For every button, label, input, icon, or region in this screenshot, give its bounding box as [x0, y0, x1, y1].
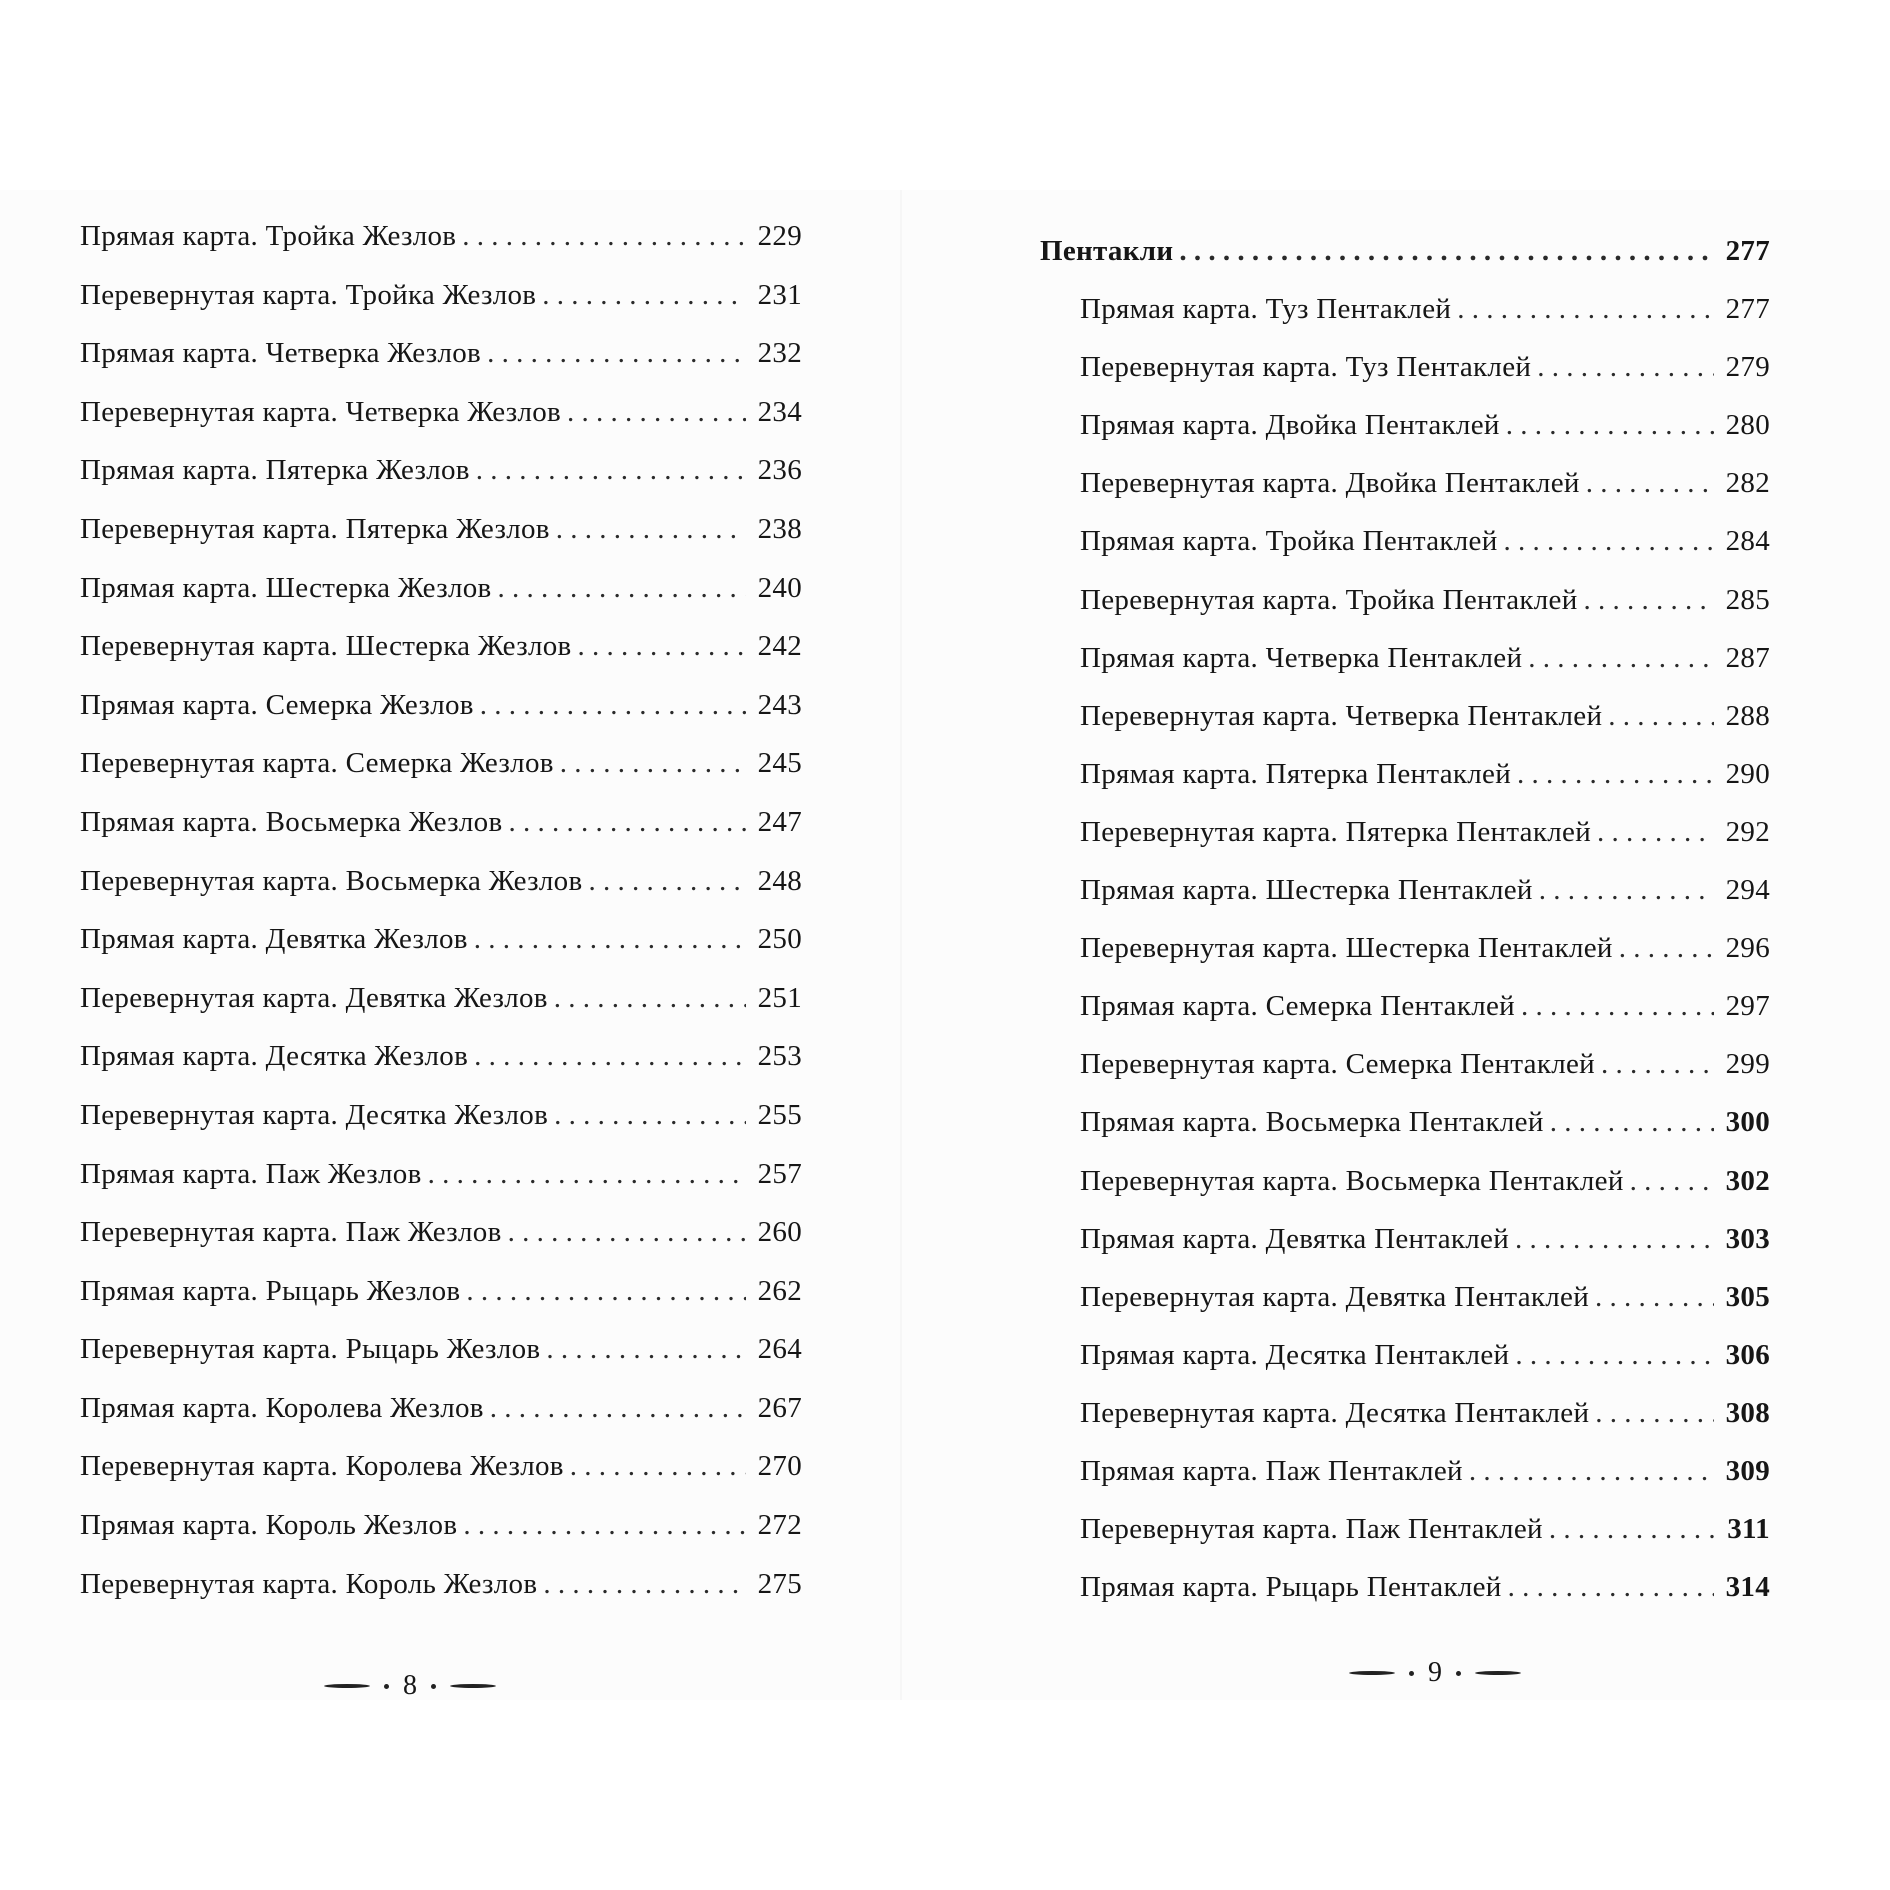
toc-entry-label: Прямая карта. Пятерка Пентаклей [1080, 757, 1512, 790]
toc-entry-page: 311 [1727, 1513, 1770, 1546]
toc-entry-label: Прямая карта. Король Жезлов [80, 1509, 458, 1542]
toc-entry-label: Перевернутая карта. Тройка Пентаклей [1080, 583, 1578, 616]
toc-leader-dots [1549, 1513, 1715, 1546]
toc-entry [1080, 1281, 1770, 1339]
toc-leader-dots [1515, 1223, 1714, 1256]
toc-entry-label: Прямая карта. Семерка Пентаклей [1080, 990, 1515, 1023]
toc-entry [80, 337, 802, 396]
toc-entry [80, 1392, 802, 1451]
toc-leader-dots [1179, 235, 1713, 268]
toc-entry-page: 234 [757, 395, 802, 428]
toc-entry-label: Перевернутая карта. Тройка Жезлов [80, 278, 537, 311]
toc-entry-label: Прямая карта. Десятка Жезлов [80, 1040, 469, 1073]
toc-leader-dots [1601, 1048, 1714, 1081]
toc-leader-dots [546, 1333, 745, 1366]
toc-entry [1080, 1165, 1770, 1223]
toc-entry-label: Перевернутая карта. Десятка Жезлов [80, 1098, 549, 1131]
toc-entry [1080, 874, 1770, 932]
toc-entry-label: Перевернутая карта. Восьмерка Пентаклей [1080, 1164, 1624, 1197]
toc-leader-dots [1595, 1281, 1714, 1314]
toc-entry-page: 240 [757, 571, 802, 604]
toc-entry-page: 270 [757, 1450, 802, 1483]
toc-entry [80, 689, 802, 748]
toc-entry-page: 243 [757, 688, 802, 721]
toc-entry-page: 260 [757, 1216, 802, 1249]
toc-leader-dots [476, 454, 746, 487]
toc-entry [80, 513, 802, 572]
toc-leader-dots [578, 630, 746, 663]
left-toc-list [80, 220, 802, 1626]
right-page-number: 9 [1428, 1657, 1442, 1688]
left-page [0, 190, 945, 1700]
folio-ornament-right [1475, 1671, 1521, 1675]
toc-leader-dots [1619, 932, 1714, 965]
toc-entry-label: Перевернутая карта. Туз Пентаклей [1080, 351, 1532, 384]
toc-entry-page: 309 [1725, 1454, 1770, 1487]
toc-entry-label: Прямая карта. Шестерка Пентаклей [1080, 874, 1533, 907]
toc-entry-page: 267 [757, 1391, 802, 1424]
left-page-folio [300, 1670, 520, 1702]
toc-entry-label: Прямая карта. Туз Пентаклей [1080, 293, 1452, 326]
toc-entry-label: Прямая карта. Четверка Жезлов [80, 337, 482, 370]
toc-entry [1080, 1571, 1770, 1629]
toc-entry-label: Прямая карта. Девятка Жезлов [80, 923, 468, 956]
toc-entry-label: Прямая карта. Четверка Пентаклей [1080, 641, 1523, 674]
toc-entry [80, 630, 802, 689]
folio-dot [431, 1684, 436, 1689]
toc-entry-page: 251 [757, 981, 802, 1014]
toc-entry-label: Перевернутая карта. Четверка Жезлов [80, 395, 562, 428]
toc-leader-dots [1469, 1455, 1714, 1488]
toc-entry [80, 1568, 802, 1627]
toc-entry [80, 1040, 802, 1099]
toc-entry [1080, 758, 1770, 816]
toc-entry [80, 982, 802, 1041]
folio-ornament-left [324, 1684, 370, 1688]
toc-entry-page: 285 [1725, 583, 1770, 616]
toc-entry-page: 253 [757, 1040, 802, 1073]
toc-entry-label: Прямая карта. Восьмерка Пентаклей [1080, 1106, 1544, 1139]
toc-entry-page: 299 [1725, 1048, 1770, 1081]
toc-leader-dots [508, 806, 745, 839]
toc-entry [1080, 1455, 1770, 1513]
toc-entry-page: 292 [1725, 815, 1770, 848]
toc-entry [80, 1099, 802, 1158]
toc-leader-dots [1517, 758, 1714, 791]
toc-entry-page: 290 [1725, 757, 1770, 790]
toc-entry-page: 308 [1725, 1396, 1770, 1429]
toc-entry-page: 302 [1725, 1164, 1770, 1197]
toc-entry [80, 396, 802, 455]
toc-entry [80, 747, 802, 806]
toc-entry [1080, 1339, 1770, 1397]
folio-dot [1409, 1671, 1414, 1676]
toc-entry [80, 572, 802, 631]
toc-entry-label: Перевернутая карта. Шестерка Жезлов [80, 630, 572, 663]
toc-entry [80, 923, 802, 982]
toc-entry-page: 282 [1725, 467, 1770, 500]
toc-leader-dots [508, 1216, 746, 1249]
toc-entry [1080, 1513, 1770, 1571]
toc-entry-label: Перевернутая карта. Королева Жезлов [80, 1450, 564, 1483]
toc-entry [80, 1450, 802, 1509]
right-page-folio [1325, 1657, 1545, 1689]
toc-entry-label: Перевернутая карта. Двойка Пентаклей [1080, 467, 1580, 500]
toc-entry-label: Прямая карта. Девятка Пентаклей [1080, 1222, 1510, 1255]
toc-leader-dots [588, 865, 745, 898]
toc-entry [80, 1158, 802, 1217]
toc-leader-dots [463, 1509, 745, 1542]
toc-entry-label: Прямая карта. Тройка Пентаклей [1080, 525, 1498, 558]
toc-entry [80, 1333, 802, 1392]
toc-entry [80, 1275, 802, 1334]
toc-leader-dots [1528, 642, 1713, 675]
toc-entry-label: Перевернутая карта. Пятерка Пентаклей [1080, 815, 1592, 848]
toc-entry [1080, 700, 1770, 758]
toc-entry-label: Прямая карта. Восьмерка Жезлов [80, 805, 503, 838]
toc-section-heading [1040, 235, 1770, 293]
toc-leader-dots [554, 1099, 746, 1132]
toc-leader-dots [1457, 293, 1713, 326]
toc-entry [1080, 351, 1770, 409]
toc-entry-label: Перевернутая карта. Девятка Жезлов [80, 981, 548, 1014]
toc-entry-page: 275 [757, 1567, 802, 1600]
toc-entry [1080, 1397, 1770, 1455]
toc-leader-dots [570, 1450, 746, 1483]
toc-entry-label: Перевернутая карта. Десятка Пентаклей [1080, 1396, 1590, 1429]
toc-entry [80, 454, 802, 513]
toc-entry-label: Прямая карта. Тройка Жезлов [80, 220, 457, 252]
toc-entry [80, 1509, 802, 1568]
toc-entry-page: 306 [1725, 1338, 1770, 1371]
toc-entry-page: 245 [757, 747, 802, 780]
toc-entry-page: 314 [1725, 1571, 1770, 1604]
toc-entry-page: 247 [757, 805, 802, 838]
toc-entry-label: Прямая карта. Пятерка Жезлов [80, 454, 470, 487]
toc-entry-page: 296 [1725, 932, 1770, 965]
toc-leader-dots [1521, 990, 1714, 1023]
toc-entry-page: 236 [757, 454, 802, 487]
folio-ornament-right [450, 1684, 496, 1688]
toc-leader-dots [1595, 1397, 1713, 1430]
toc-entry [1080, 1048, 1770, 1106]
right-toc-list [1040, 235, 1770, 1629]
toc-leader-dots [1504, 525, 1714, 558]
toc-leader-dots [543, 1568, 745, 1601]
toc-entry-label: Перевернутая карта. Паж Пентаклей [1080, 1513, 1543, 1546]
toc-entry-page: 232 [757, 337, 802, 370]
toc-leader-dots [560, 747, 746, 780]
toc-entry-page: 294 [1725, 874, 1770, 907]
toc-entry [80, 279, 802, 338]
toc-entry-label: Перевернутая карта. Пятерка Жезлов [80, 512, 550, 545]
toc-entry-page: 279 [1725, 351, 1770, 384]
toc-entry-label: Перевернутая карта. Король Жезлов [80, 1567, 538, 1600]
toc-leader-dots [542, 279, 745, 312]
toc-entry-label: Прямая карта. Паж Пентаклей [1080, 1454, 1463, 1487]
toc-section-label: Пентакли [1040, 235, 1174, 267]
toc-leader-dots [1539, 874, 1714, 907]
toc-entry [1080, 467, 1770, 525]
toc-entry-page: 262 [757, 1274, 802, 1307]
folio-dot [384, 1684, 389, 1689]
toc-leader-dots [487, 337, 746, 370]
toc-leader-dots [480, 689, 746, 722]
toc-entry-page: 287 [1725, 641, 1770, 674]
toc-leader-dots [1508, 1571, 1714, 1604]
toc-entry-page: 257 [757, 1157, 802, 1190]
toc-leader-dots [490, 1392, 746, 1425]
toc-entry-page: 264 [757, 1333, 802, 1366]
toc-entry-label: Прямая карта. Десятка Пентаклей [1080, 1338, 1510, 1371]
toc-entry-label: Перевернутая карта. Девятка Пентаклей [1080, 1280, 1590, 1313]
toc-entry [80, 865, 802, 924]
toc-entry [1080, 1106, 1770, 1164]
toc-leader-dots [466, 1275, 745, 1308]
toc-leader-dots [1537, 351, 1713, 384]
toc-entry-page: 303 [1725, 1222, 1770, 1255]
toc-leader-dots [474, 923, 746, 956]
toc-section-page: 277 [1725, 235, 1770, 267]
toc-entry [1080, 642, 1770, 700]
toc-entry-label: Прямая карта. Двойка Пентаклей [1080, 409, 1500, 442]
toc-entry-label: Перевернутая карта. Рыцарь Жезлов [80, 1333, 541, 1366]
toc-entry-label: Прямая карта. Паж Жезлов [80, 1157, 422, 1190]
book-gutter [900, 190, 902, 1700]
toc-entry [80, 220, 802, 279]
toc-entry-page: 288 [1725, 699, 1770, 732]
toc-leader-dots [1630, 1165, 1714, 1198]
toc-entry-label: Перевернутая карта. Шестерка Пентаклей [1080, 932, 1613, 965]
toc-leader-dots [1597, 816, 1714, 849]
toc-entry-label: Прямая карта. Рыцарь Жезлов [80, 1274, 461, 1307]
toc-entry-label: Перевернутая карта. Четверка Пентаклей [1080, 699, 1603, 732]
toc-leader-dots [498, 572, 746, 605]
right-page [945, 190, 1890, 1700]
toc-entry [1080, 525, 1770, 583]
toc-entry-page: 272 [757, 1509, 802, 1542]
folio-ornament-left [1349, 1671, 1395, 1675]
toc-entry-label: Перевернутая карта. Семерка Жезлов [80, 747, 554, 780]
toc-entry [1080, 1223, 1770, 1281]
toc-entry-page: 297 [1725, 990, 1770, 1023]
toc-entry-page: 284 [1725, 525, 1770, 558]
toc-leader-dots [1608, 700, 1713, 733]
toc-entry-label: Прямая карта. Шестерка Жезлов [80, 571, 492, 604]
toc-entry-page: 277 [1725, 293, 1770, 326]
toc-entry [1080, 293, 1770, 351]
toc-leader-dots [462, 220, 745, 253]
toc-leader-dots [428, 1158, 746, 1191]
toc-leader-dots [1515, 1339, 1713, 1372]
toc-leader-dots [1584, 584, 1714, 617]
toc-entry [1080, 409, 1770, 467]
toc-entry-label: Прямая карта. Королева Жезлов [80, 1391, 484, 1424]
toc-entry-page: 250 [757, 923, 802, 956]
toc-leader-dots [554, 982, 746, 1015]
toc-entry-label: Прямая карта. Семерка Жезлов [80, 688, 474, 721]
toc-entry [1080, 990, 1770, 1048]
toc-entry-page: 242 [757, 630, 802, 663]
left-page-number: 8 [403, 1670, 417, 1701]
toc-entry-label: Прямая карта. Рыцарь Пентаклей [1080, 1571, 1502, 1604]
toc-entry-page: 231 [757, 278, 802, 311]
toc-entry-page: 248 [757, 864, 802, 897]
toc-entry [1080, 932, 1770, 990]
toc-entry-page: 300 [1725, 1106, 1770, 1139]
toc-leader-dots [556, 513, 746, 546]
toc-entry [80, 806, 802, 865]
toc-leader-dots [1550, 1106, 1714, 1139]
toc-entry-page: 255 [757, 1098, 802, 1131]
toc-entry-label: Перевернутая карта. Восьмерка Жезлов [80, 864, 583, 897]
toc-entry-page: 229 [757, 220, 802, 252]
toc-entry-label: Перевернутая карта. Семерка Пентаклей [1080, 1048, 1595, 1081]
toc-entry-page: 238 [757, 512, 802, 545]
toc-entry [1080, 816, 1770, 874]
toc-leader-dots [1506, 409, 1714, 442]
toc-entry [80, 1216, 802, 1275]
toc-leader-dots [1586, 467, 1714, 500]
toc-leader-dots [567, 396, 746, 429]
toc-leader-dots [474, 1040, 746, 1073]
toc-entry [1080, 584, 1770, 642]
folio-dot [1456, 1671, 1461, 1676]
toc-entry-label: Перевернутая карта. Паж Жезлов [80, 1216, 502, 1249]
toc-entry-page: 280 [1725, 409, 1770, 442]
book-spread [0, 190, 1890, 1700]
toc-entry-page: 305 [1725, 1280, 1770, 1313]
